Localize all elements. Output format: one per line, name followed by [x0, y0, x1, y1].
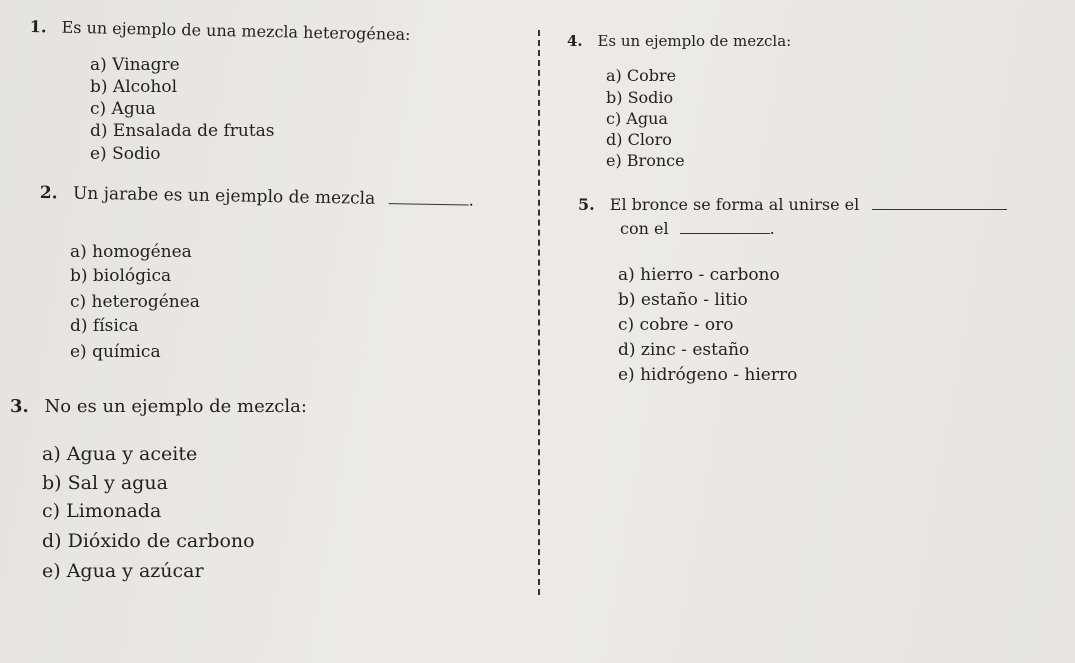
question-4	[567, 32, 791, 50]
q5-option-a: a) hierro - carbono	[618, 265, 780, 285]
question-text-continued: con el	[620, 219, 669, 238]
q1-option-b: b) Alcohol	[90, 77, 178, 97]
question-number: 2.	[39, 183, 58, 204]
q4-option-c: c) Agua	[606, 109, 668, 128]
question-number: 5.	[578, 195, 595, 214]
q1-option-e: e) Sodio	[90, 144, 161, 164]
question-1	[30, 17, 411, 44]
q4-option-a: a) Cobre	[606, 66, 677, 85]
question-5	[578, 195, 1007, 214]
q4-option-d: d) Cloro	[606, 130, 672, 149]
answer-blank	[680, 233, 770, 234]
q5-option-d: d) zinc - estaño	[618, 340, 750, 360]
question-punctuation: .	[468, 190, 475, 211]
q3-option-b: b) Sal y agua	[42, 472, 168, 494]
q5-option-e: e) hidrógeno - hierro	[618, 365, 798, 385]
q1-option-d: d) Ensalada de frutas	[90, 121, 275, 141]
answer-blank	[388, 203, 468, 205]
question-text: El bronce se forma al unirse el	[609, 195, 860, 214]
column-divider	[538, 30, 540, 595]
q4-option-b: b) Sodio	[606, 88, 674, 107]
q4-option-e: e) Bronce	[606, 151, 685, 170]
question-2	[40, 183, 474, 211]
question-text: Es un ejemplo de una mezcla heterogénea:	[61, 17, 411, 44]
q1-option-a: a) Vinagre	[90, 55, 180, 75]
q3-option-d: d) Dióxido de carbono	[42, 530, 255, 552]
q3-option-c: c) Limonada	[42, 500, 162, 522]
q2-option-e: e) química	[70, 342, 161, 362]
answer-blank	[872, 209, 1007, 210]
question-punctuation: .	[769, 219, 775, 238]
q2-option-c: c) heterogénea	[70, 292, 200, 312]
question-number: 4.	[567, 32, 583, 50]
question-3	[10, 396, 307, 417]
question-text: No es un ejemplo de mezcla:	[44, 396, 307, 417]
q2-option-a: a) homogénea	[70, 242, 192, 262]
question-number: 1.	[29, 17, 47, 37]
q3-option-e: e) Agua y azúcar	[42, 560, 204, 582]
question-text: Es un ejemplo de mezcla:	[597, 32, 792, 50]
q2-option-b: b) biológica	[70, 266, 172, 286]
q3-option-a: a) Agua y aceite	[42, 443, 198, 465]
q2-option-d: d) física	[70, 316, 139, 336]
q1-option-c: c) Agua	[90, 99, 156, 119]
question-5-line-2	[620, 219, 775, 238]
q5-option-c: c) cobre - oro	[618, 315, 734, 335]
question-text: Un jarabe es un ejemplo de mezcla	[72, 183, 376, 209]
question-number: 3.	[10, 396, 29, 417]
q5-option-b: b) estaño - litio	[618, 290, 748, 310]
